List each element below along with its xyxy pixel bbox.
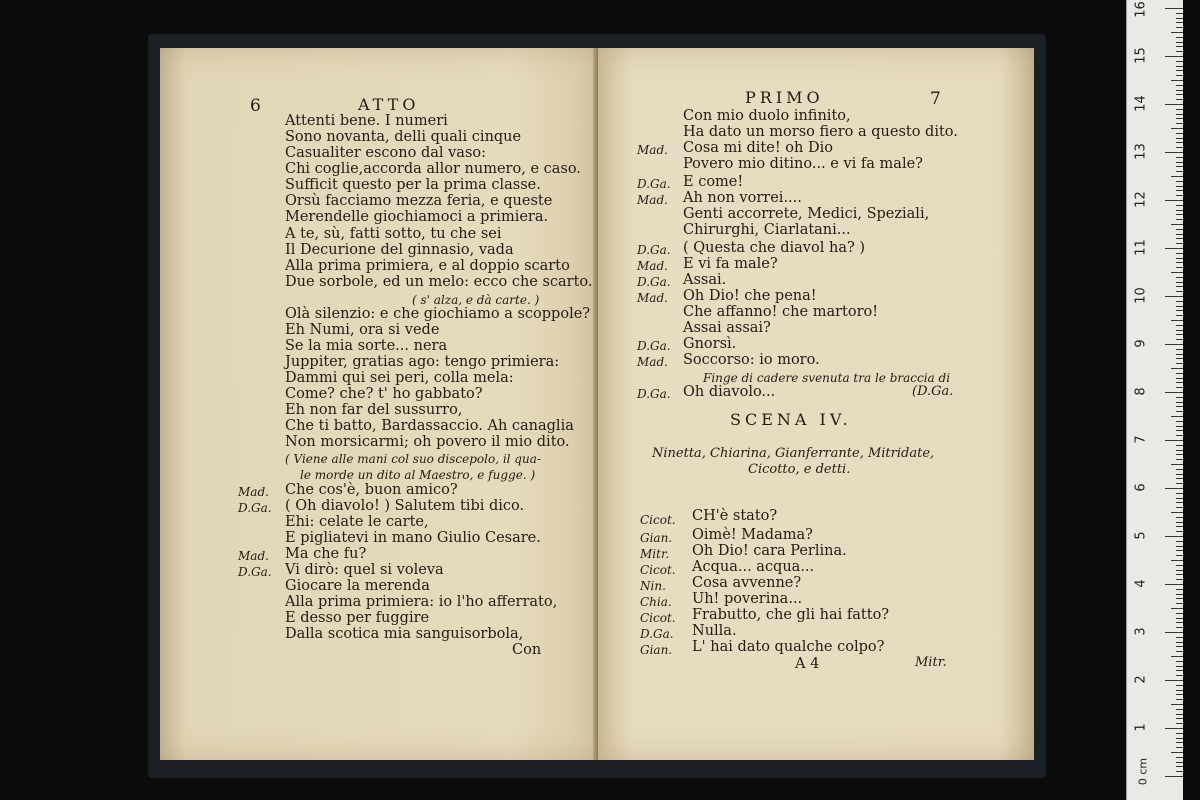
ruler-tick [1176, 699, 1183, 700]
text-line: Juppiter, gratias ago: tengo primiera: [285, 354, 560, 370]
ruler-tick [1176, 339, 1183, 340]
text-line: Oh diavolo... [683, 384, 776, 400]
ruler-tick [1176, 181, 1183, 182]
ruler-tick [1176, 70, 1183, 71]
text-line: Dammi qui sei peri, colla mela: [285, 370, 514, 386]
text-line: Che affanno! che martoro! [683, 304, 879, 320]
ruler-tick [1176, 685, 1183, 686]
ruler-tick [1176, 109, 1183, 110]
text-line: Cosa avvenne? [692, 575, 802, 591]
text-line: Attenti bene. I numeri [285, 113, 448, 129]
stage-direction: Finge di cadere svenuta tra le braccia di [703, 371, 951, 385]
text-line: Ha dato un morso fiero a questo dito. [683, 124, 958, 140]
ruler-tick [1176, 411, 1183, 412]
ruler-tick [1165, 776, 1183, 777]
text-line: Chirurghi, Ciarlatani... [683, 222, 851, 238]
ruler-tick [1176, 646, 1183, 647]
ruler-tick [1176, 61, 1183, 62]
ruler-tick [1176, 363, 1183, 364]
text-line: Assai. [683, 272, 727, 288]
ruler-tick [1176, 99, 1183, 100]
ruler-tick [1176, 147, 1183, 148]
ruler-tick [1176, 123, 1183, 124]
ruler-tick [1171, 608, 1183, 609]
ruler-tick [1176, 349, 1183, 350]
ruler-tick [1176, 450, 1183, 451]
ruler-tick [1171, 656, 1183, 657]
speaker-label: Gian. [640, 531, 673, 545]
ruler-tick [1171, 512, 1183, 513]
ruler-tick [1176, 94, 1183, 95]
ruler-tick [1171, 128, 1183, 129]
ruler-tick [1176, 229, 1183, 230]
ruler-tick [1176, 406, 1183, 407]
ruler-tick [1176, 757, 1183, 758]
ruler-tick [1176, 282, 1183, 283]
ruler-number: 13 [1133, 143, 1149, 160]
speaker-label: Mad. [238, 485, 269, 499]
ruler-tick [1176, 541, 1183, 542]
ruler-number: 3 [1133, 627, 1149, 636]
ruler-tick [1171, 464, 1183, 465]
speaker-label: D.Ga. [238, 565, 272, 579]
ruler-tick [1176, 627, 1183, 628]
text-line: Con mio duolo infinito, [683, 108, 851, 124]
ruler-tick [1176, 277, 1183, 278]
ruler-tick [1176, 454, 1183, 455]
ruler-tick [1176, 766, 1183, 767]
ruler-tick [1176, 51, 1183, 52]
ruler-tick [1171, 704, 1183, 705]
ruler-tick [1176, 670, 1183, 671]
text-line: Acqua... acqua... [692, 559, 815, 575]
ruler-number: 1 [1133, 723, 1149, 732]
text-line: Chi coglie,accorda allor numero, e caso. [285, 161, 581, 177]
ruler-tick [1176, 286, 1183, 287]
text-line: Ah non vorrei.... [683, 190, 802, 206]
speaker-label: Mad. [637, 355, 668, 369]
ruler-tick [1176, 651, 1183, 652]
ruler-tick [1165, 680, 1183, 681]
text-line: Due sorbole, ed un melo: ecco che scarto. [285, 274, 593, 290]
ruler-tick [1165, 8, 1183, 9]
ruler-tick [1176, 258, 1183, 259]
ruler-tick [1176, 75, 1183, 76]
speaker-label: D.Ga. [640, 627, 674, 641]
text-line: Gnorsì. [683, 336, 737, 352]
ruler-tick [1176, 666, 1183, 667]
ruler-tick [1171, 368, 1183, 369]
stage-direction: (D.Ga. [912, 384, 954, 399]
ruler-tick [1171, 176, 1183, 177]
ruler-tick [1176, 709, 1183, 710]
ruler-tick [1176, 502, 1183, 503]
ruler-tick [1165, 104, 1183, 105]
ruler-tick [1176, 526, 1183, 527]
speaker-label: Mad. [637, 193, 668, 207]
text-line: Oh Dio! cara Perlina. [692, 543, 847, 559]
ruler-tick [1176, 219, 1183, 220]
ruler-tick [1176, 27, 1183, 28]
right-running-head: PRIMO [745, 88, 824, 107]
ruler-tick [1165, 536, 1183, 537]
ruler-tick [1176, 315, 1183, 316]
ruler-tick [1176, 387, 1183, 388]
character-list: Ninetta, Chiarina, Gianferrante, Mitridate, [652, 446, 935, 461]
ruler-tick [1176, 358, 1183, 359]
text-line: Sufficit questo per la prima classe. [285, 177, 541, 193]
text-line: ( Questa che diavol ha? ) [683, 240, 866, 256]
scene-heading: SCENA IV. [730, 410, 852, 429]
ruler-tick [1176, 478, 1183, 479]
speaker-label: D.Ga. [637, 387, 671, 401]
ruler-tick [1176, 747, 1183, 748]
ruler-tick [1176, 301, 1183, 302]
text-line: Alla prima primiera: io l'ho afferrato, [285, 594, 558, 610]
ruler-tick [1176, 507, 1183, 508]
speaker-label: D.Ga. [637, 339, 671, 353]
text-line: A te, sù, fatti sotto, tu che sei [285, 226, 502, 242]
ruler-tick [1176, 574, 1183, 575]
text-line: Orsù facciamo mezza feria, e queste [285, 193, 553, 209]
ruler-tick [1176, 42, 1183, 43]
ruler-tick [1171, 560, 1183, 561]
ruler-tick [1176, 675, 1183, 676]
ruler-tick [1176, 253, 1183, 254]
text-line: Oh Dio! che pena! [683, 288, 817, 304]
speaker-label: D.Ga. [637, 243, 671, 257]
ruler-tick [1176, 546, 1183, 547]
text-line: E vi fa male? [683, 256, 778, 272]
ruler-tick [1176, 483, 1183, 484]
ruler-tick [1165, 200, 1183, 201]
ruler-tick [1176, 694, 1183, 695]
ruler-tick [1176, 13, 1183, 14]
ruler-tick [1165, 152, 1183, 153]
ruler-number: 10 [1133, 287, 1149, 304]
ruler-tick [1176, 330, 1183, 331]
ruler-tick [1176, 522, 1183, 523]
ruler-tick [1171, 32, 1183, 33]
ruler-tick [1176, 157, 1183, 158]
stage-direction: ( s' alza, e dà carte. ) [412, 293, 540, 307]
ruler-number: 4 [1133, 579, 1149, 588]
ruler-tick [1176, 555, 1183, 556]
ruler-tick [1176, 85, 1183, 86]
speaker-label: D.Ga. [238, 501, 272, 515]
catchword: Mitr. [915, 655, 947, 670]
ruler-number: 6 [1133, 483, 1149, 492]
ruler-tick [1176, 742, 1183, 743]
ruler-number: 15 [1133, 47, 1149, 64]
ruler-tick [1165, 728, 1183, 729]
left-page-number: 6 [250, 96, 261, 116]
ruler-tick [1176, 186, 1183, 187]
ruler-tick [1176, 598, 1183, 599]
ruler-tick [1165, 584, 1183, 585]
ruler-tick [1176, 469, 1183, 470]
ruler-tick [1176, 762, 1183, 763]
ruler-tick [1176, 234, 1183, 235]
text-line: Non morsicarmi; oh povero il mio dito. [285, 434, 570, 450]
ruler-tick [1176, 733, 1183, 734]
right-page-number: 7 [930, 89, 941, 109]
ruler-tick [1165, 392, 1183, 393]
ruler-tick [1176, 354, 1183, 355]
ruler-tick [1176, 771, 1183, 772]
text-line: E come! [683, 174, 744, 190]
ruler-tick [1176, 238, 1183, 239]
speaker-label: Chia. [640, 595, 672, 609]
ruler-tick [1176, 531, 1183, 532]
ruler-tick [1176, 589, 1183, 590]
ruler-number: 9 [1133, 339, 1149, 348]
ruler-tick [1176, 565, 1183, 566]
ruler-number: 14 [1133, 95, 1149, 112]
signature-mark: A 4 [795, 656, 820, 672]
ruler-tick [1171, 80, 1183, 81]
ruler-unit-label: 0 cm [1136, 757, 1150, 786]
ruler-tick [1176, 402, 1183, 403]
ruler-tick [1176, 426, 1183, 427]
speaker-label: Cicot. [640, 611, 676, 625]
text-line: Dalla scotica mia sanguisorbola, [285, 626, 524, 642]
text-line: Oimè! Madama? [692, 527, 813, 543]
text-line: Povero mio ditino... e vi fa male? [683, 156, 923, 172]
ruler-tick [1165, 440, 1183, 441]
speaker-label: Mad. [637, 291, 668, 305]
ruler-tick [1176, 618, 1183, 619]
ruler-tick [1176, 594, 1183, 595]
ruler-number: 7 [1133, 435, 1149, 444]
ruler-tick [1176, 603, 1183, 604]
text-line: CH'è stato? [692, 508, 778, 524]
stage-direction: ( Viene alle mani col suo discepolo, il qua- [285, 452, 541, 466]
ruler-tick [1176, 474, 1183, 475]
ruler-tick [1176, 18, 1183, 19]
ruler-tick [1176, 171, 1183, 172]
ruler-tick [1176, 162, 1183, 163]
text-line: Casualiter escono dal vaso: [285, 145, 487, 161]
ruler-tick [1176, 430, 1183, 431]
ruler-tick [1176, 195, 1183, 196]
ruler-tick [1176, 325, 1183, 326]
ruler-tick [1176, 142, 1183, 143]
text-line: Come? che? t' ho gabbato? [285, 386, 483, 402]
left-running-head: ATTO [358, 95, 420, 114]
text-line: Merendelle giochiamoci a primiera. [285, 209, 549, 225]
ruler-tick [1176, 310, 1183, 311]
speaker-label: D.Ga. [637, 275, 671, 289]
ruler-tick [1176, 205, 1183, 206]
ruler-number: 2 [1133, 675, 1149, 684]
text-line: Il Decurione del ginnasio, vada [285, 242, 514, 258]
ruler-tick [1165, 344, 1183, 345]
speaker-label: Gian. [640, 643, 673, 657]
ruler-tick [1176, 642, 1183, 643]
text-line: Ma che fu? [285, 546, 367, 562]
ruler-number: 16 [1133, 1, 1149, 18]
ruler-tick [1176, 90, 1183, 91]
ruler-tick [1176, 661, 1183, 662]
ruler-tick [1176, 382, 1183, 383]
ruler-tick [1165, 632, 1183, 633]
speaker-label: Mitr. [640, 547, 670, 561]
text-line: Assai assai? [683, 320, 771, 336]
speaker-label: Mad. [238, 549, 269, 563]
ruler-tick [1176, 714, 1183, 715]
ruler-tick [1176, 210, 1183, 211]
ruler-number: 11 [1133, 239, 1149, 256]
ruler-number: 8 [1133, 387, 1149, 396]
ruler-tick [1165, 56, 1183, 57]
catchword: Con [512, 642, 542, 658]
ruler-tick [1176, 114, 1183, 115]
text-line: Sono novanta, delli quali cinque [285, 129, 522, 145]
ruler-tick [1176, 517, 1183, 518]
text-line: Alla prima primiera, e al doppio scarto [285, 258, 570, 274]
ruler-tick [1176, 445, 1183, 446]
ruler-tick [1176, 498, 1183, 499]
stage-direction: le morde un dito al Maestro, e fugge. ) [300, 468, 536, 482]
ruler-tick [1176, 397, 1183, 398]
ruler-tick [1176, 291, 1183, 292]
text-line: Cosa mi dite! oh Dio [683, 140, 833, 156]
text-line: Uh! poverina... [692, 591, 803, 607]
ruler-tick [1176, 613, 1183, 614]
ruler-tick [1176, 421, 1183, 422]
ruler-tick [1176, 738, 1183, 739]
ruler-tick [1176, 723, 1183, 724]
text-line: Giocare la merenda [285, 578, 430, 594]
ruler-number: 5 [1133, 531, 1149, 540]
ruler-tick [1176, 334, 1183, 335]
ruler-tick [1176, 37, 1183, 38]
character-list: Cicotto, e detti. [748, 462, 851, 477]
text-line: Che cos'è, buon amico? [285, 482, 458, 498]
text-line: L' hai dato qualche colpo? [692, 639, 885, 655]
ruler-tick [1176, 214, 1183, 215]
text-line: Genti accorrete, Medici, Speziali, [683, 206, 930, 222]
ruler-tick [1171, 320, 1183, 321]
ruler-tick [1176, 166, 1183, 167]
text-line: E desso per fuggire [285, 610, 430, 626]
ruler-tick [1176, 138, 1183, 139]
ruler-tick [1176, 570, 1183, 571]
ruler-tick [1176, 243, 1183, 244]
measuring-ruler [1126, 0, 1183, 800]
ruler-tick [1176, 267, 1183, 268]
ruler-tick [1176, 718, 1183, 719]
speaker-label: Nin. [640, 579, 666, 593]
speaker-label: D.Ga. [637, 177, 671, 191]
speaker-label: Cicot. [640, 513, 676, 527]
text-line: E pigliatevi in mano Giulio Cesare. [285, 530, 541, 546]
speaker-label: Mad. [637, 259, 668, 273]
text-line: Nulla. [692, 623, 737, 639]
ruler-tick [1165, 296, 1183, 297]
speaker-label: Cicot. [640, 563, 676, 577]
ruler-tick [1171, 752, 1183, 753]
ruler-tick [1176, 66, 1183, 67]
ruler-tick [1176, 435, 1183, 436]
text-line: Vi dirò: quel si voleva [285, 562, 444, 578]
ruler-tick [1176, 493, 1183, 494]
speaker-label: Mad. [637, 143, 668, 157]
ruler-tick [1176, 46, 1183, 47]
ruler-tick [1176, 622, 1183, 623]
text-line: Ehi: celate le carte, [285, 514, 429, 530]
ruler-tick [1176, 637, 1183, 638]
ruler-tick [1176, 262, 1183, 263]
text-line: Se la mia sorte... nera [285, 338, 448, 354]
ruler-tick [1176, 373, 1183, 374]
ruler-tick [1176, 459, 1183, 460]
text-line: ( Oh diavolo! ) Salutem tibi dico. [285, 498, 525, 514]
ruler-tick [1165, 248, 1183, 249]
ruler-tick [1176, 22, 1183, 23]
ruler-tick [1171, 272, 1183, 273]
ruler-tick [1165, 488, 1183, 489]
text-line: Eh Numi, ora si vede [285, 322, 440, 338]
ruler-tick [1176, 306, 1183, 307]
ruler-tick [1176, 690, 1183, 691]
ruler-tick [1176, 190, 1183, 191]
text-line: Frabutto, che gli hai fatto? [692, 607, 890, 623]
ruler-tick [1176, 133, 1183, 134]
ruler-tick [1171, 416, 1183, 417]
ruler-tick [1176, 579, 1183, 580]
text-line: Che ti batto, Bardassaccio. Ah canaglia [285, 418, 574, 434]
text-line: Eh non far del sussurro, [285, 402, 463, 418]
text-line: Soccorso: io moro. [683, 352, 820, 368]
ruler-tick [1176, 118, 1183, 119]
ruler-tick [1171, 224, 1183, 225]
ruler-tick [1176, 550, 1183, 551]
text-line: Olà silenzio: e che giochiamo a scoppole? [285, 306, 591, 322]
ruler-number: 12 [1133, 191, 1149, 208]
ruler-tick [1176, 378, 1183, 379]
